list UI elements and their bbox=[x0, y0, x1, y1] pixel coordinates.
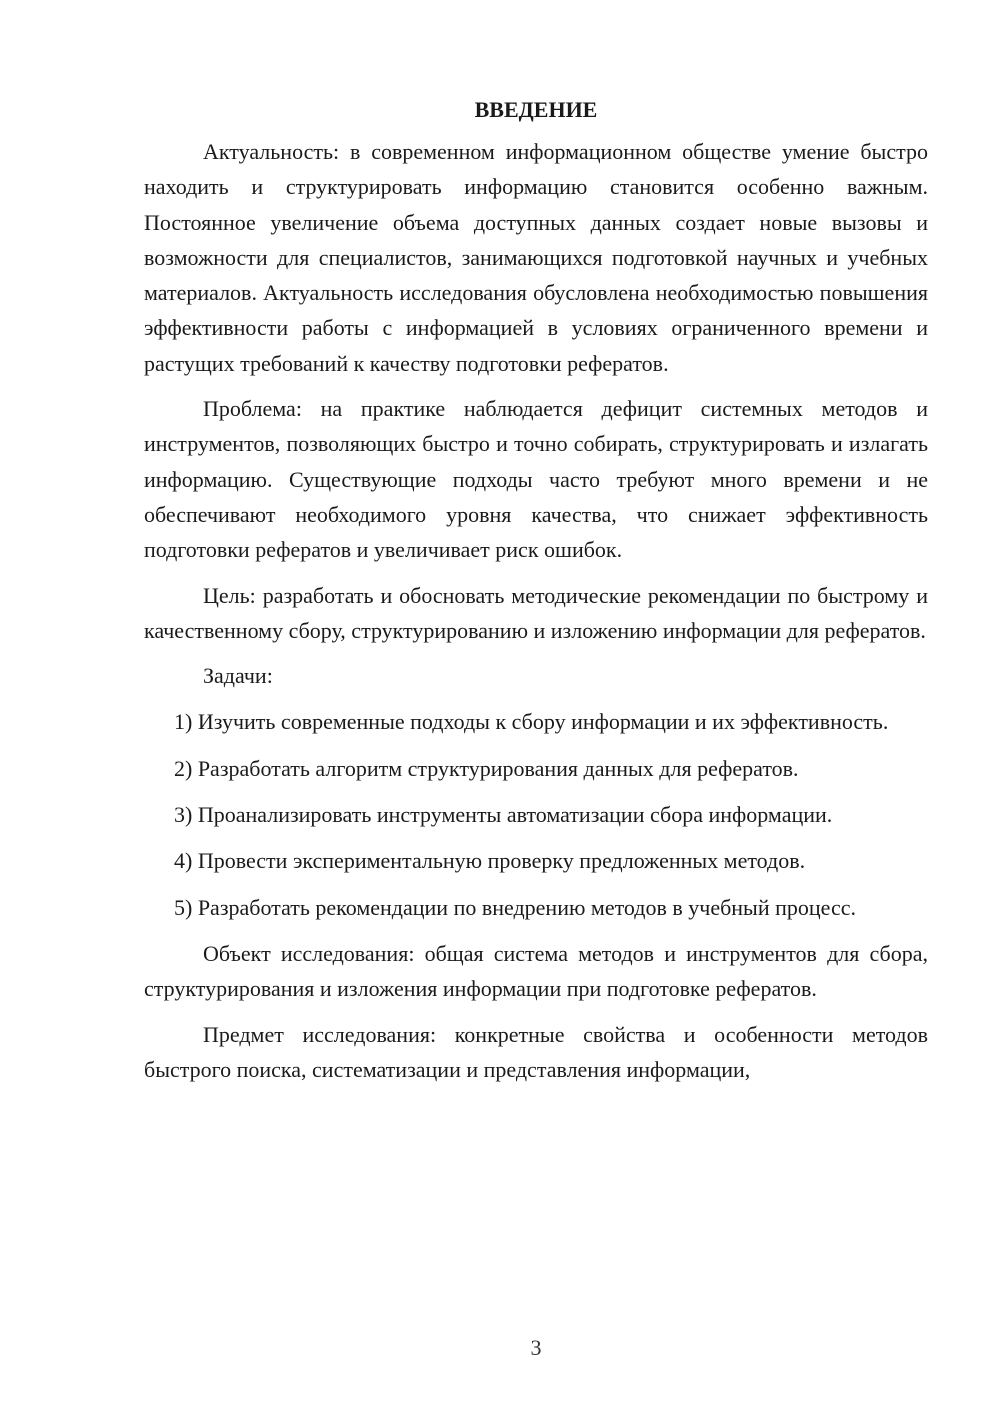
paragraph-object: Объект исследования: общая система методов и инструментов для сбора, структурирования и изложения информации при подготовке рефератов. bbox=[144, 940, 928, 1002]
tasks-label: Задачи: bbox=[203, 663, 273, 689]
task-list bbox=[144, 704, 928, 924]
task-item: 1) Изучить современные подходы к сбору информации и их эффективность. bbox=[174, 709, 889, 735]
paragraph-goal: Цель: разработать и обосновать методические рекомендации по быстрому и качественному сбору, структурированию и изложению информации для рефератов. bbox=[144, 582, 928, 643]
task-item: 2) Разработать алгоритм структурирования данных для рефератов. bbox=[174, 755, 799, 781]
document-page bbox=[144, 92, 928, 1097]
paragraph-subject: Предмет исследования: конкретные свойства и особенности методов быстрого поиска, систематизации и представления информации, bbox=[144, 1021, 928, 1082]
task-item: 5) Разработать рекомендации по внедрению методов в учебный процесс. bbox=[174, 894, 856, 920]
task-item: 3) Проанализировать инструменты автоматизации сбора информации. bbox=[174, 802, 833, 828]
page-number: 3 bbox=[530, 1335, 542, 1360]
task-item: 4) Провести экспериментальную проверку предложенных методов. bbox=[174, 848, 806, 874]
section-heading: ВВЕДЕНИЕ bbox=[474, 97, 598, 122]
paragraph-problem: Проблема: на практике наблюдается дефицит системных методов и инструментов, позволяющих быстро и точно собирать, структурировать и излагать информацию. Существующие подходы часто требуют много времени и не обеспечивают необходимого уровня качества, что снижает эффективность подготовки рефератов и увеличивает риск ошибок. bbox=[144, 396, 928, 563]
paragraph-relevance: Актуальность: в современном информационном обществе умение быстро находить и структурировать информацию становится особенно важным. Постоянное увеличение объема доступных данных создает новые вызовы и возможности для специалистов, занимающихся подготовкой научных и учебных материалов. Актуальность исследования обусловлена необходимостью повышения эффективности работы с информацией в условиях ограниченного времени и растущих требований к качеству подготовки рефератов. bbox=[144, 139, 928, 376]
